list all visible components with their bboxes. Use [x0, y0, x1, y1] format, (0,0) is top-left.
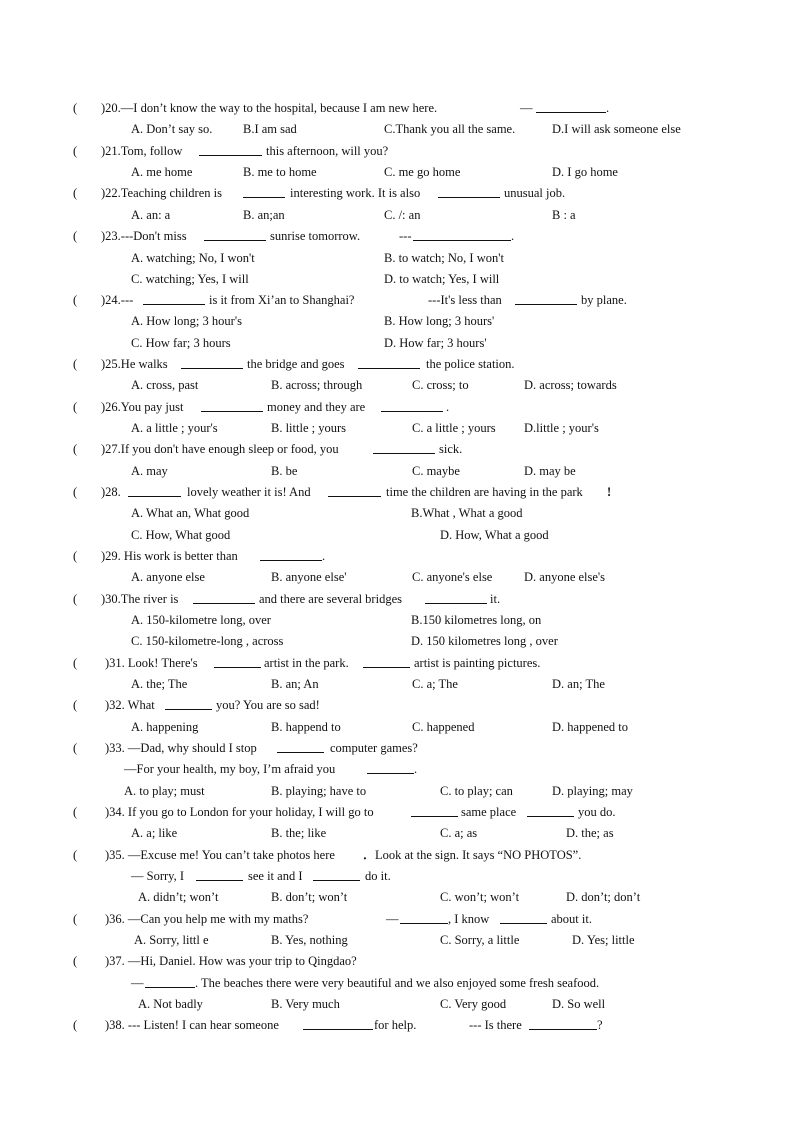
options-28-row2 [0, 525, 793, 546]
answer-blank[interactable] [367, 759, 414, 774]
option-b[interactable]: B.150 kilometres long, on [411, 613, 542, 627]
answer-blank[interactable] [303, 1015, 373, 1030]
answer-paren: ( [73, 485, 78, 499]
options-28 [0, 503, 793, 524]
options-24 [0, 311, 793, 332]
question-text: Look at the sign. It says “NO PHOTOS”. [375, 848, 582, 862]
question-text: see it and I [248, 869, 303, 883]
question-text: —For your health, my boy, I’m afraid you [124, 762, 336, 776]
question-35 [0, 845, 793, 866]
option-b[interactable]: B.What , What a good [411, 506, 523, 520]
option-d[interactable]: D. I go home [552, 165, 618, 179]
answer-blank[interactable] [214, 653, 261, 668]
answer-blank[interactable] [400, 909, 448, 924]
answer-paren: ( [73, 549, 78, 563]
option-d[interactable]: D. may be [524, 464, 576, 478]
option-c[interactable]: C. How far; 3 hours [131, 336, 231, 350]
answer-blank[interactable] [358, 354, 420, 369]
answer-blank[interactable] [181, 354, 243, 369]
option-a[interactable]: A. didn’t; won’t [138, 890, 219, 904]
answer-blank[interactable] [204, 226, 266, 241]
option-c[interactable]: C. a; The [412, 677, 458, 691]
options-35 [0, 887, 793, 908]
option-a[interactable]: A. may [131, 464, 168, 478]
option-b[interactable]: B. to watch; No, I won't [384, 251, 504, 265]
answer-blank[interactable] [529, 1015, 597, 1030]
option-d[interactable]: D. So well [552, 997, 606, 1011]
answer-paren: ( [73, 656, 78, 670]
question-text: . [414, 762, 418, 776]
question-text: and there are several bridges [259, 592, 402, 606]
answer-blank[interactable] [199, 141, 262, 156]
option-b[interactable]: B. across; through [271, 378, 363, 392]
option-d[interactable]: D. an; The [552, 677, 605, 691]
question-text: ! [607, 485, 612, 499]
answer-blank[interactable] [143, 290, 205, 305]
question-text: the bridge and goes [247, 357, 345, 371]
answer-blank[interactable] [196, 866, 243, 881]
question-text: . [511, 229, 515, 243]
option-b[interactable]: B. an; An [271, 677, 319, 691]
question-text: — [386, 912, 399, 926]
question-text: )22.Teaching children is [101, 186, 222, 200]
question-33 [0, 738, 793, 759]
options-30 [0, 610, 793, 631]
options-26 [0, 418, 793, 439]
option-d[interactable]: D. across; towards [524, 378, 617, 392]
question-text: )37. —Hi, Daniel. How was your trip to Qingdao? [105, 954, 357, 968]
option-a[interactable]: A. cross, past [131, 378, 199, 392]
question-34 [0, 802, 793, 823]
question-text: do it. [365, 869, 391, 883]
option-d[interactable]: D. don’t; don’t [566, 890, 641, 904]
question-text: sick. [439, 442, 463, 456]
options-34 [0, 823, 793, 844]
option-c[interactable]: C. anyone's else [412, 570, 493, 584]
question-24 [0, 290, 793, 311]
answer-blank[interactable] [243, 183, 285, 198]
option-a[interactable]: A. me home [131, 165, 193, 179]
option-a[interactable]: A. the; The [131, 677, 188, 691]
question-text: )20.—I don’t know the way to the hospital, because I am new here. [101, 101, 438, 115]
option-a[interactable]: A. to play; must [124, 784, 205, 798]
question-text: )36. —Can you help me with my maths? [105, 912, 309, 926]
question-37-line2 [0, 973, 793, 994]
option-d[interactable]: D.little ; your's [524, 421, 599, 435]
option-c[interactable]: C. watching; Yes, I will [131, 272, 249, 286]
answer-blank[interactable] [373, 439, 435, 454]
options-23 [0, 248, 793, 269]
question-text: --- [399, 229, 412, 243]
option-d[interactable]: D. How far; 3 hours' [384, 336, 487, 350]
option-a[interactable]: A. a; like [131, 826, 178, 840]
options-29 [0, 567, 793, 588]
options-25 [0, 375, 793, 396]
option-a[interactable]: A. 150-kilometre long, over [131, 613, 271, 627]
question-37 [0, 951, 793, 972]
question-25 [0, 354, 793, 375]
answer-paren: ( [73, 741, 78, 755]
answer-paren: ( [73, 912, 78, 926]
question-31 [0, 653, 793, 674]
options-31 [0, 674, 793, 695]
question-text: this afternoon, will you? [266, 144, 389, 158]
option-b[interactable]: B. How long; 3 hours' [384, 314, 495, 328]
answer-blank[interactable] [363, 653, 410, 668]
option-c[interactable]: C. maybe [412, 464, 460, 478]
question-22 [0, 183, 793, 204]
question-text: )21.Tom, follow [101, 144, 183, 158]
answer-blank[interactable] [145, 973, 195, 988]
answer-blank[interactable] [165, 695, 212, 710]
answer-blank[interactable] [193, 589, 255, 604]
option-c[interactable]: C.Thank you all the same. [384, 122, 516, 136]
question-text: . [606, 101, 610, 115]
answer-blank[interactable] [411, 802, 458, 817]
option-a[interactable]: A. watching; No, I won't [131, 251, 255, 265]
question-text: sunrise tomorrow. [270, 229, 361, 243]
question-text: )30.The river is [101, 592, 179, 606]
option-d[interactable]: D. to watch; Yes, I will [384, 272, 500, 286]
option-b[interactable]: B. little ; yours [271, 421, 346, 435]
option-a[interactable]: A. a little ; your's [131, 421, 218, 435]
answer-blank[interactable] [500, 909, 547, 924]
answer-paren: ( [73, 186, 78, 200]
question-35-line2 [0, 866, 793, 887]
options-22 [0, 205, 793, 226]
option-d[interactable]: B : a [552, 208, 576, 222]
question-text: you do. [578, 805, 616, 819]
question-text: computer games? [330, 741, 418, 755]
question-text: )34. If you go to London for your holiday, I will go to [105, 805, 374, 819]
question-33-line2 [0, 759, 793, 780]
answer-blank[interactable] [425, 589, 487, 604]
answer-paren: ( [73, 592, 78, 606]
option-b[interactable]: B. anyone else' [271, 570, 347, 584]
option-b[interactable]: B. Yes, nothing [271, 933, 348, 947]
option-b[interactable]: B. be [271, 464, 298, 478]
answer-blank[interactable] [381, 397, 443, 412]
option-d[interactable]: D. How, What a good [440, 528, 549, 542]
options-21 [0, 162, 793, 183]
answer-blank[interactable] [413, 226, 511, 241]
option-a[interactable]: A. Don’t say so. [131, 122, 213, 136]
question-text: same place [461, 805, 517, 819]
option-c[interactable]: C. 150-kilometre-long , across [131, 634, 284, 648]
option-a[interactable]: A. an: a [131, 208, 171, 222]
option-b[interactable]: B. the; like [271, 826, 327, 840]
answer-blank[interactable] [438, 183, 500, 198]
options-23-row2 [0, 269, 793, 290]
option-c[interactable]: C. Sorry, a little [440, 933, 520, 947]
option-c[interactable]: C. /: an [384, 208, 421, 222]
option-c[interactable]: C. a little ; yours [412, 421, 496, 435]
option-c[interactable]: C. How, What good [131, 528, 231, 542]
question-21 [0, 141, 793, 162]
question-text: )28. [101, 485, 121, 499]
option-d[interactable]: D. happened to [552, 720, 629, 734]
answer-paren: ( [73, 101, 78, 115]
option-c[interactable]: C. won’t; won’t [440, 890, 520, 904]
option-a[interactable]: A. anyone else [131, 570, 205, 584]
question-text: — Sorry, I [131, 869, 185, 883]
question-text: )31. Look! There's [105, 656, 198, 670]
answer-paren: ( [73, 698, 78, 712]
option-c[interactable]: C. happened [412, 720, 475, 734]
question-text: ? [597, 1018, 603, 1032]
question-27 [0, 439, 793, 460]
option-c[interactable]: C. Very good [440, 997, 507, 1011]
question-text: lovely weather it is! And [187, 485, 311, 499]
answer-blank[interactable] [527, 802, 574, 817]
option-a[interactable]: A. happening [131, 720, 199, 734]
options-27 [0, 461, 793, 482]
option-b[interactable]: B.I am sad [243, 122, 297, 136]
question-text: ---It's less than [428, 293, 502, 307]
option-c[interactable]: C. me go home [384, 165, 461, 179]
question-text: )25.He walks [101, 357, 168, 371]
options-36 [0, 930, 793, 951]
question-text: artist in the park. [264, 656, 349, 670]
option-b[interactable]: B. an;an [243, 208, 285, 222]
question-text: money and they are [267, 400, 366, 414]
question-text: )35. —Excuse me! You can’t take photos here [105, 848, 335, 862]
answer-blank[interactable] [277, 738, 324, 753]
answer-paren: ( [73, 229, 78, 243]
question-32 [0, 695, 793, 716]
option-a[interactable]: A. Not badly [138, 997, 203, 1011]
option-b[interactable]: B. playing; have to [271, 784, 367, 798]
answer-blank[interactable] [328, 482, 381, 497]
option-b[interactable]: B. me to home [243, 165, 317, 179]
question-text: by plane. [581, 293, 627, 307]
answer-paren: ( [73, 144, 78, 158]
option-d[interactable]: D.I will ask someone else [552, 122, 681, 136]
question-text: --- Is there [469, 1018, 522, 1032]
answer-blank[interactable] [128, 482, 181, 497]
option-c[interactable]: C. to play; can [440, 784, 513, 798]
options-33 [0, 781, 793, 802]
question-text: . [322, 549, 326, 563]
question-text: )24.--- [101, 293, 134, 307]
options-24-row2 [0, 333, 793, 354]
option-a[interactable]: A. What an, What good [131, 506, 250, 520]
question-text: )38. --- Listen! I can hear someone [105, 1018, 279, 1032]
option-d[interactable]: D. playing; may [552, 784, 633, 798]
question-text: about it. [551, 912, 592, 926]
answer-paren: ( [73, 442, 78, 456]
answer-paren: ( [73, 400, 78, 414]
answer-blank[interactable] [515, 290, 577, 305]
option-d[interactable]: D. anyone else's [524, 570, 606, 584]
option-b[interactable]: B. happend to [271, 720, 341, 734]
question-30 [0, 589, 793, 610]
question-text: interesting work. It is also [290, 186, 421, 200]
option-c[interactable]: C. cross; to [412, 378, 469, 392]
question-38 [0, 1015, 793, 1036]
option-d[interactable]: D. the; as [566, 826, 614, 840]
question-text: . The beaches there were very beautiful and we also enjoyed some fresh seafood. [195, 976, 600, 990]
answer-paren: ( [73, 954, 78, 968]
question-28 [0, 482, 793, 503]
options-30-row2 [0, 631, 793, 652]
question-29 [0, 546, 793, 567]
option-a[interactable]: A. Sorry, littl e [134, 933, 209, 947]
option-b[interactable]: B. Very much [271, 997, 340, 1011]
answer-blank[interactable] [201, 397, 263, 412]
option-d[interactable]: D. 150 kilometres long , over [411, 634, 558, 648]
option-a[interactable]: A. How long; 3 hour's [131, 314, 242, 328]
question-text: . [446, 400, 450, 414]
question-text: )27.If you don't have enough sleep or food, you [101, 442, 339, 456]
question-text: unusual job. [504, 186, 566, 200]
answer-paren: ( [73, 805, 78, 819]
answer-paren: ( [73, 293, 78, 307]
options-32 [0, 717, 793, 738]
question-text: time the children are having in the park [386, 485, 583, 499]
option-b[interactable]: B. don’t; won’t [271, 890, 348, 904]
question-26 [0, 397, 793, 418]
question-text: for help. [374, 1018, 417, 1032]
question-text: — [520, 101, 533, 115]
question-text: is it from Xi’an to Shanghai? [209, 293, 355, 307]
question-text: — [131, 976, 144, 990]
question-23 [0, 226, 793, 247]
question-text: the police station. [426, 357, 515, 371]
option-c[interactable]: C. a; as [440, 826, 478, 840]
question-text: )33. —Dad, why should I stop [105, 741, 257, 755]
answer-blank[interactable] [313, 866, 360, 881]
option-d[interactable]: D. Yes; little [572, 933, 635, 947]
question-text: )23.---Don't miss [101, 229, 187, 243]
question-text: )26.You pay just [101, 400, 184, 414]
answer-paren: ( [73, 848, 78, 862]
question-text: ． [363, 848, 376, 862]
question-text: artist is painting pictures. [414, 656, 541, 670]
question-36 [0, 909, 793, 930]
question-text: , I know [448, 912, 490, 926]
answer-paren: ( [73, 357, 78, 371]
answer-blank[interactable] [260, 546, 322, 561]
answer-paren: ( [73, 1018, 78, 1032]
options-20 [0, 119, 793, 140]
question-text: )29. His work is better than [101, 549, 238, 563]
question-text: )32. What [105, 698, 155, 712]
question-text: it. [490, 592, 501, 606]
question-20 [0, 98, 793, 119]
question-text: you? You are so sad! [216, 698, 320, 712]
answer-blank[interactable] [536, 98, 606, 113]
options-37 [0, 994, 793, 1015]
